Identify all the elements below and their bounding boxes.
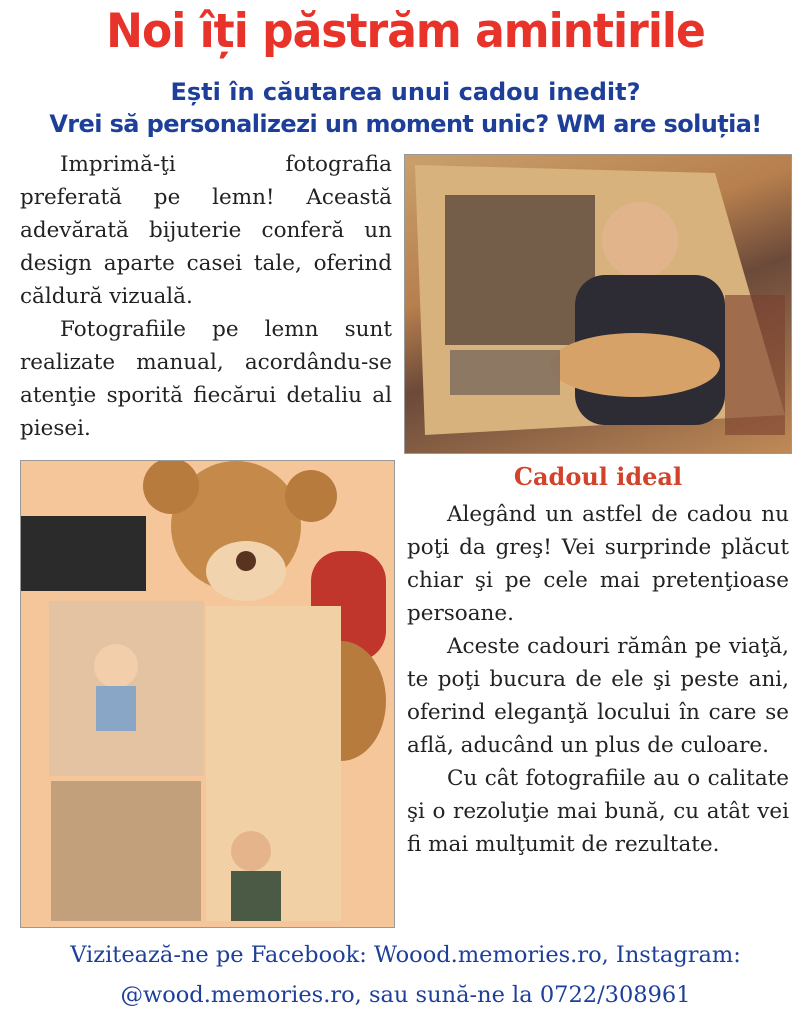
footer-contact-line-1: Vizitează-ne pe Facebook: Woood.memories.ro, Instagram: bbox=[70, 942, 741, 968]
teddy-bear-gift-photo bbox=[20, 460, 395, 928]
teddy-bear-illustration bbox=[21, 461, 394, 927]
body-paragraph-2: Aceste cadouri rămân pe viaţă, te poţi bucura de ele şi peste ani, oferind eleganţă locului în care se află, aducând un plus de culoare. bbox=[407, 634, 789, 758]
body-paragraph-1: Alegând un astfel de cadou nu poţi da greş! Vei surprinde plăcut chiar şi pe cele mai pretenţioase persoane. bbox=[407, 502, 789, 626]
intro-text bbox=[20, 148, 392, 445]
intro-paragraph-1: Imprimă-ţi fotografia preferată pe lemn! Această adevărată bijuterie conferă un design aparte casei tale, oferind căldură vizuală. bbox=[20, 152, 392, 309]
wood-print-photo-guitarist bbox=[404, 154, 792, 454]
section-heading: Cadoul ideal bbox=[513, 462, 683, 491]
subtitle-question: Ești în căutarea unui cadou inedit? bbox=[170, 78, 641, 106]
body-text bbox=[407, 498, 789, 861]
body-paragraph-3: Cu cât fotografiile au o calitate şi o rezoluţie mai bună, cu atât vei fi mai mulţumit de rezultate. bbox=[407, 766, 789, 857]
intro-paragraph-2: Fotografiile pe lemn sunt realizate manual, acordându-se atenţie sporită fiecărui detaliu al piesei. bbox=[20, 317, 392, 441]
page-title: Noi îți păstrăm amintirile bbox=[106, 3, 705, 60]
subtitle-offer: Vrei să personalizezi un moment unic? WM are soluția! bbox=[49, 110, 762, 138]
footer-contact-line-2: @wood.memories.ro, sau sună-ne la 0722/308961 bbox=[120, 982, 691, 1008]
guitarist-photo-illustration bbox=[405, 155, 791, 453]
